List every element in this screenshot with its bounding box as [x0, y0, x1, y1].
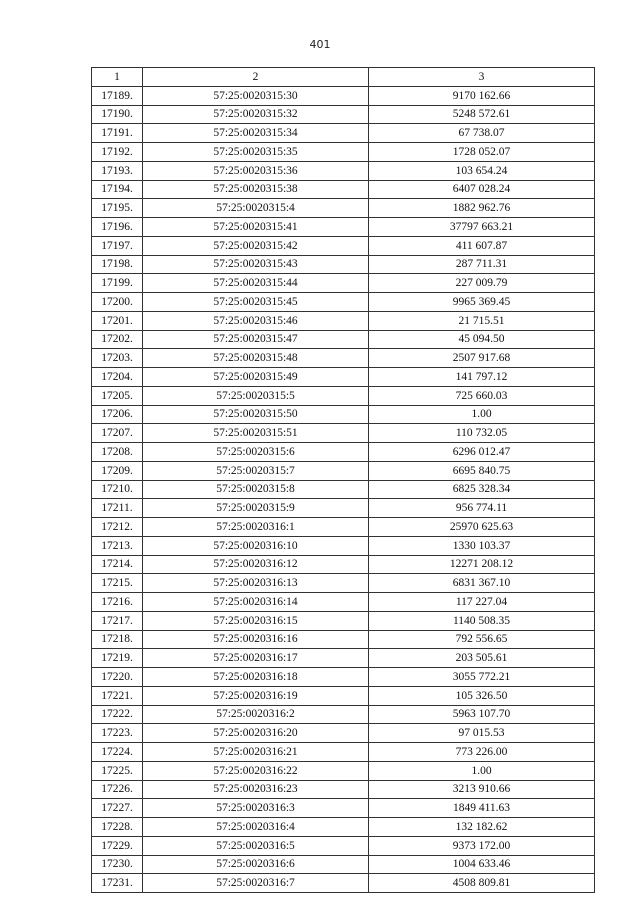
registry-table — [91, 67, 595, 893]
value-cell: 141 797.12 — [369, 368, 595, 387]
value-cell: 4508 809.81 — [369, 874, 595, 893]
row-number-cell: 17190. — [92, 105, 143, 124]
table-row — [92, 480, 595, 499]
cadastral-number-cell: 57:25:0020315:32 — [143, 105, 369, 124]
cadastral-number-cell: 57:25:0020316:15 — [143, 611, 369, 630]
value-cell: 110 732.05 — [369, 424, 595, 443]
cadastral-number-cell: 57:25:0020316:13 — [143, 574, 369, 593]
cadastral-number-cell: 57:25:0020315:49 — [143, 368, 369, 387]
table-row — [92, 649, 595, 668]
row-number-cell: 17191. — [92, 124, 143, 143]
table-row — [92, 311, 595, 330]
value-cell: 1882 962.76 — [369, 199, 595, 218]
row-number-cell: 17202. — [92, 330, 143, 349]
value-cell: 105 326.50 — [369, 686, 595, 705]
cadastral-number-cell: 57:25:0020316:20 — [143, 724, 369, 743]
value-cell: 12271 208.12 — [369, 555, 595, 574]
table-row — [92, 368, 595, 387]
table-row — [92, 180, 595, 199]
cadastral-number-cell: 57:25:0020316:17 — [143, 649, 369, 668]
table-row — [92, 518, 595, 537]
value-cell: 6296 012.47 — [369, 443, 595, 462]
cadastral-number-cell: 57:25:0020315:6 — [143, 443, 369, 462]
row-number-cell: 17229. — [92, 836, 143, 855]
cadastral-number-cell: 57:25:0020315:36 — [143, 161, 369, 180]
cadastral-number-cell: 57:25:0020315:44 — [143, 274, 369, 293]
value-cell: 6831 367.10 — [369, 574, 595, 593]
row-number-cell: 17192. — [92, 143, 143, 162]
table-row — [92, 724, 595, 743]
cadastral-number-cell: 57:25:0020316:12 — [143, 555, 369, 574]
row-number-cell: 17206. — [92, 405, 143, 424]
row-number-cell: 17196. — [92, 218, 143, 237]
row-number-cell: 17199. — [92, 274, 143, 293]
table-row — [92, 293, 595, 312]
row-number-cell: 17201. — [92, 311, 143, 330]
row-number-cell: 17205. — [92, 386, 143, 405]
value-cell: 132 182.62 — [369, 818, 595, 837]
table-row — [92, 461, 595, 480]
row-number-cell: 17213. — [92, 536, 143, 555]
column-header-1: 1 — [92, 68, 143, 87]
value-cell: 1330 103.37 — [369, 536, 595, 555]
value-cell: 6825 328.34 — [369, 480, 595, 499]
table-row — [92, 855, 595, 874]
value-cell: 1.00 — [369, 761, 595, 780]
cadastral-number-cell: 57:25:0020316:18 — [143, 668, 369, 687]
cadastral-number-cell: 57:25:0020315:35 — [143, 143, 369, 162]
cadastral-number-cell: 57:25:0020315:46 — [143, 311, 369, 330]
table-row — [92, 86, 595, 105]
table-row — [92, 799, 595, 818]
row-number-cell: 17221. — [92, 686, 143, 705]
row-number-cell: 17208. — [92, 443, 143, 462]
value-cell: 1.00 — [369, 405, 595, 424]
cadastral-number-cell: 57:25:0020315:50 — [143, 405, 369, 424]
table-row — [92, 443, 595, 462]
cadastral-number-cell: 57:25:0020315:47 — [143, 330, 369, 349]
table-row — [92, 555, 595, 574]
cadastral-number-cell: 57:25:0020315:4 — [143, 199, 369, 218]
row-number-cell: 17216. — [92, 593, 143, 612]
page-number: 401 — [309, 38, 331, 51]
value-cell: 6695 840.75 — [369, 461, 595, 480]
cadastral-number-cell: 57:25:0020316:2 — [143, 705, 369, 724]
value-cell: 725 660.03 — [369, 386, 595, 405]
table-row — [92, 143, 595, 162]
row-number-cell: 17214. — [92, 555, 143, 574]
cadastral-number-cell: 57:25:0020315:30 — [143, 86, 369, 105]
cadastral-number-cell: 57:25:0020316:6 — [143, 855, 369, 874]
row-number-cell: 17207. — [92, 424, 143, 443]
table-row — [92, 236, 595, 255]
table-row — [92, 818, 595, 837]
cadastral-number-cell: 57:25:0020315:41 — [143, 218, 369, 237]
row-number-cell: 17224. — [92, 743, 143, 762]
column-header-3: 3 — [369, 68, 595, 87]
value-cell: 773 226.00 — [369, 743, 595, 762]
cadastral-number-cell: 57:25:0020315:5 — [143, 386, 369, 405]
row-number-cell: 17222. — [92, 705, 143, 724]
row-number-cell: 17210. — [92, 480, 143, 499]
table-row — [92, 349, 595, 368]
table-row — [92, 499, 595, 518]
row-number-cell: 17197. — [92, 236, 143, 255]
value-cell: 1140 508.35 — [369, 611, 595, 630]
row-number-cell: 17194. — [92, 180, 143, 199]
table-row — [92, 836, 595, 855]
table-header-row — [92, 68, 595, 87]
value-cell: 117 227.04 — [369, 593, 595, 612]
row-number-cell: 17204. — [92, 368, 143, 387]
table-body — [92, 86, 595, 892]
value-cell: 37797 663.21 — [369, 218, 595, 237]
table-row — [92, 386, 595, 405]
cadastral-number-cell: 57:25:0020315:9 — [143, 499, 369, 518]
value-cell: 9373 172.00 — [369, 836, 595, 855]
table-row — [92, 686, 595, 705]
value-cell: 227 009.79 — [369, 274, 595, 293]
value-cell: 103 654.24 — [369, 161, 595, 180]
row-number-cell: 17227. — [92, 799, 143, 818]
row-number-cell: 17225. — [92, 761, 143, 780]
cadastral-number-cell: 57:25:0020316:21 — [143, 743, 369, 762]
value-cell: 203 505.61 — [369, 649, 595, 668]
row-number-cell: 17209. — [92, 461, 143, 480]
cadastral-number-cell: 57:25:0020316:22 — [143, 761, 369, 780]
value-cell: 25970 625.63 — [369, 518, 595, 537]
row-number-cell: 17217. — [92, 611, 143, 630]
value-cell: 3213 910.66 — [369, 780, 595, 799]
cadastral-number-cell: 57:25:0020316:7 — [143, 874, 369, 893]
cadastral-number-cell: 57:25:0020316:19 — [143, 686, 369, 705]
row-number-cell: 17219. — [92, 649, 143, 668]
table-row — [92, 780, 595, 799]
row-number-cell: 17228. — [92, 818, 143, 837]
row-number-cell: 17203. — [92, 349, 143, 368]
cadastral-number-cell: 57:25:0020315:34 — [143, 124, 369, 143]
table-row — [92, 668, 595, 687]
value-cell: 97 015.53 — [369, 724, 595, 743]
row-number-cell: 17218. — [92, 630, 143, 649]
table-row — [92, 330, 595, 349]
table-row — [92, 161, 595, 180]
row-number-cell: 17195. — [92, 199, 143, 218]
row-number-cell: 17230. — [92, 855, 143, 874]
cadastral-number-cell: 57:25:0020316:14 — [143, 593, 369, 612]
value-cell: 1849 411.63 — [369, 799, 595, 818]
value-cell: 792 556.65 — [369, 630, 595, 649]
cadastral-number-cell: 57:25:0020316:10 — [143, 536, 369, 555]
cadastral-number-cell: 57:25:0020316:23 — [143, 780, 369, 799]
cadastral-number-cell: 57:25:0020315:38 — [143, 180, 369, 199]
table-row — [92, 705, 595, 724]
value-cell: 287 711.31 — [369, 255, 595, 274]
value-cell: 1004 633.46 — [369, 855, 595, 874]
value-cell: 5248 572.61 — [369, 105, 595, 124]
cadastral-number-cell: 57:25:0020315:42 — [143, 236, 369, 255]
cadastral-number-cell: 57:25:0020316:1 — [143, 518, 369, 537]
table-row — [92, 199, 595, 218]
table-row — [92, 593, 595, 612]
cadastral-number-cell: 57:25:0020316:3 — [143, 799, 369, 818]
row-number-cell: 17193. — [92, 161, 143, 180]
value-cell: 956 774.11 — [369, 499, 595, 518]
value-cell: 9170 162.66 — [369, 86, 595, 105]
row-number-cell: 17211. — [92, 499, 143, 518]
row-number-cell: 17200. — [92, 293, 143, 312]
cadastral-number-cell: 57:25:0020315:43 — [143, 255, 369, 274]
table-row — [92, 218, 595, 237]
table-row — [92, 761, 595, 780]
value-cell: 3055 772.21 — [369, 668, 595, 687]
cadastral-number-cell: 57:25:0020315:7 — [143, 461, 369, 480]
table-row — [92, 611, 595, 630]
table-row — [92, 630, 595, 649]
column-header-2: 2 — [143, 68, 369, 87]
table-row — [92, 255, 595, 274]
table-row — [92, 274, 595, 293]
value-cell: 1728 052.07 — [369, 143, 595, 162]
table-row — [92, 574, 595, 593]
row-number-cell: 17215. — [92, 574, 143, 593]
cadastral-number-cell: 57:25:0020316:5 — [143, 836, 369, 855]
table-row — [92, 874, 595, 893]
value-cell: 6407 028.24 — [369, 180, 595, 199]
table-row — [92, 743, 595, 762]
table-row — [92, 105, 595, 124]
cadastral-number-cell: 57:25:0020316:16 — [143, 630, 369, 649]
row-number-cell: 17220. — [92, 668, 143, 687]
row-number-cell: 17212. — [92, 518, 143, 537]
cadastral-number-cell: 57:25:0020315:48 — [143, 349, 369, 368]
row-number-cell: 17226. — [92, 780, 143, 799]
row-number-cell: 17231. — [92, 874, 143, 893]
row-number-cell: 17198. — [92, 255, 143, 274]
cadastral-number-cell: 57:25:0020315:45 — [143, 293, 369, 312]
row-number-cell: 17189. — [92, 86, 143, 105]
table-row — [92, 424, 595, 443]
cadastral-number-cell: 57:25:0020315:8 — [143, 480, 369, 499]
value-cell: 9965 369.45 — [369, 293, 595, 312]
table-row — [92, 124, 595, 143]
cadastral-number-cell: 57:25:0020315:51 — [143, 424, 369, 443]
value-cell: 21 715.51 — [369, 311, 595, 330]
cadastral-number-cell: 57:25:0020316:4 — [143, 818, 369, 837]
value-cell: 411 607.87 — [369, 236, 595, 255]
value-cell: 5963 107.70 — [369, 705, 595, 724]
table-row — [92, 405, 595, 424]
row-number-cell: 17223. — [92, 724, 143, 743]
value-cell: 45 094.50 — [369, 330, 595, 349]
table-row — [92, 536, 595, 555]
value-cell: 67 738.07 — [369, 124, 595, 143]
value-cell: 2507 917.68 — [369, 349, 595, 368]
